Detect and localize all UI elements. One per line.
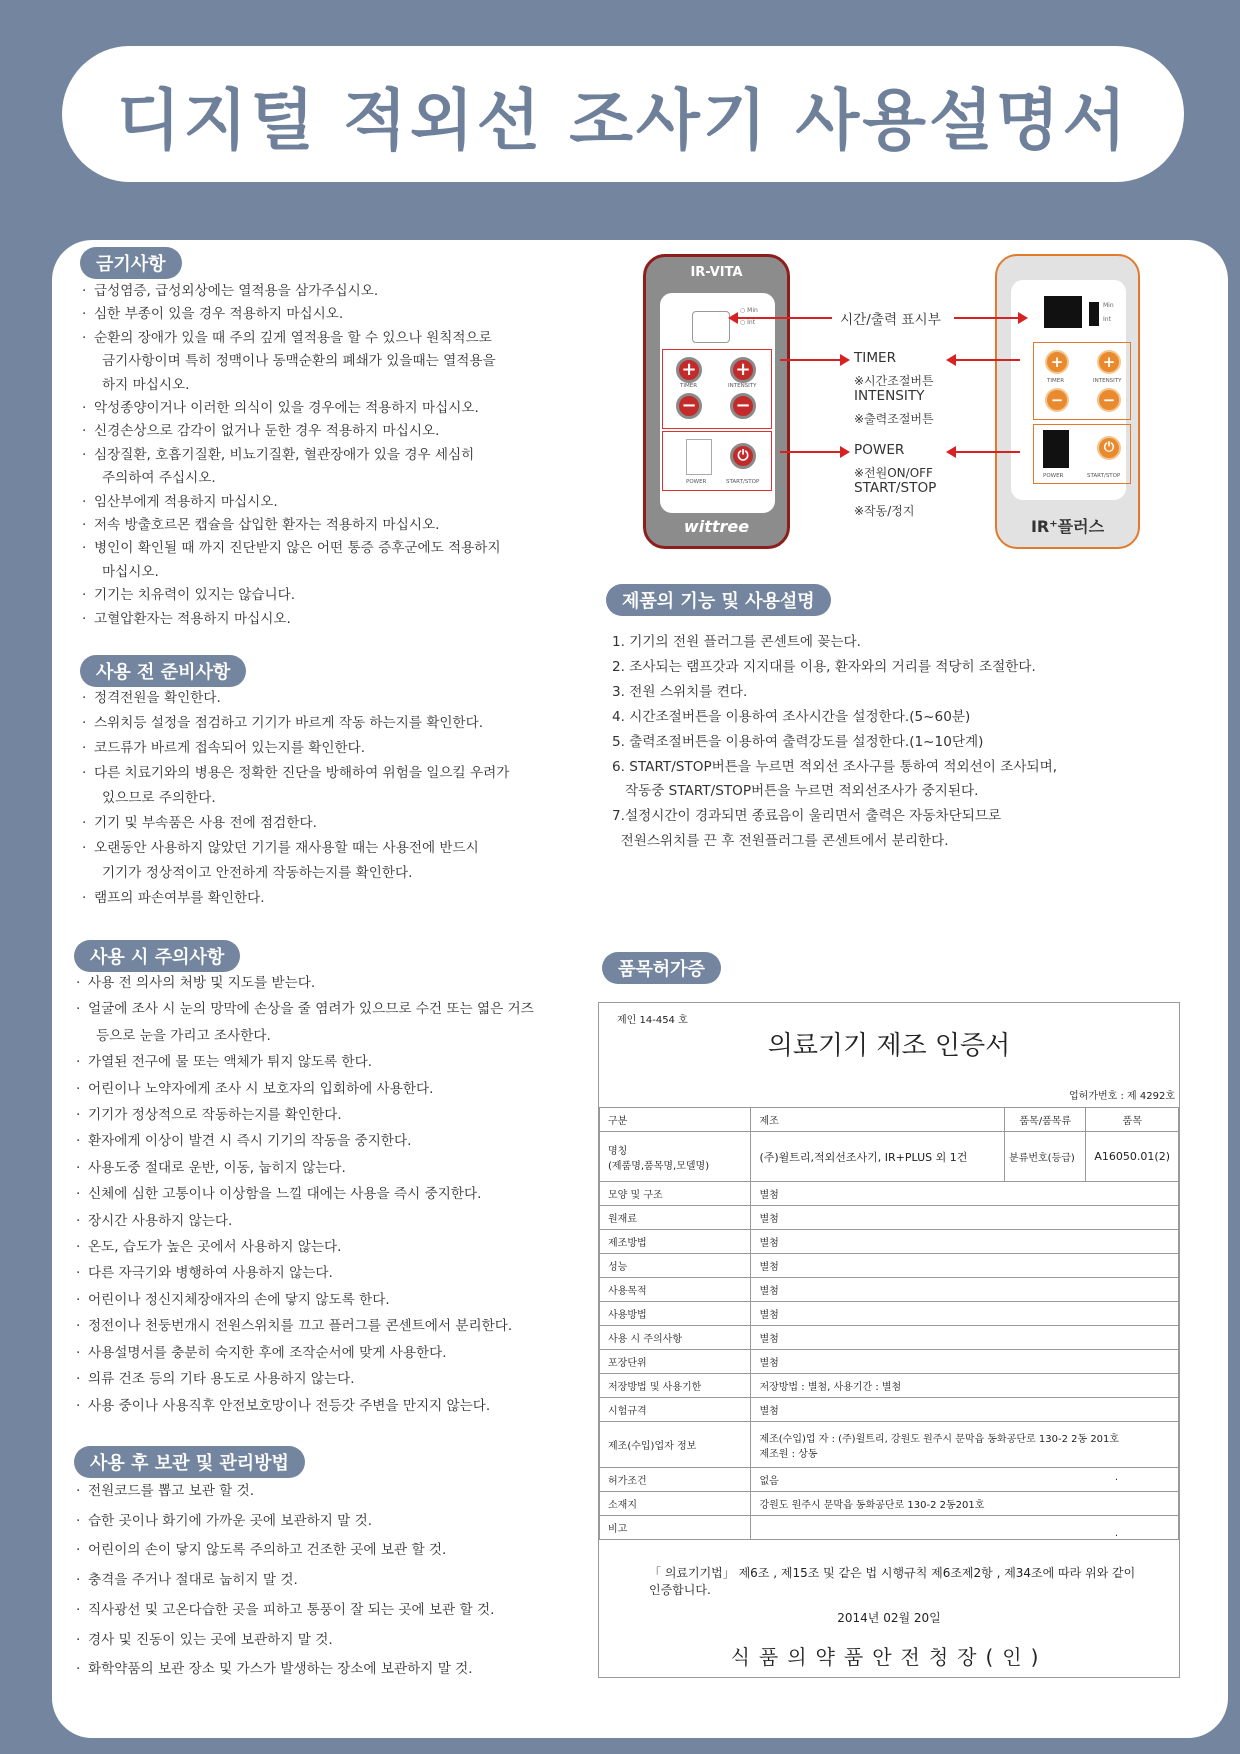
list-item: 마십시오. — [102, 563, 159, 580]
list-item: · 코드류가 바르게 접속되어 있는지를 확인한다. — [82, 736, 582, 761]
certificate — [598, 1002, 1180, 1678]
start-stop-label: START/STOP — [1087, 473, 1121, 479]
control-panel — [660, 293, 775, 513]
list-item: · 기기 및 부속품은 사용 전에 점검한다. — [82, 811, 582, 836]
functions-list — [612, 630, 1172, 854]
storage-list — [76, 1477, 586, 1685]
row-value — [751, 1302, 1179, 1326]
timer-minus-button[interactable]: − — [676, 393, 702, 419]
list-item: · 고혈압환자는 적용하지 마십시오. — [82, 608, 582, 631]
row-value-text: 별첨 — [759, 1190, 779, 1201]
list-item: · 경사 및 진동이 있는 곳에 보관하지 말 것. — [76, 1626, 586, 1656]
list-item: 주의하여 주십시오. — [102, 470, 216, 487]
start-stop-callout: START/STOP — [854, 480, 937, 496]
list-item: · 사용 전 의사의 처방 및 지도를 받는다. — [76, 970, 586, 996]
intensity-plus-button[interactable]: + — [730, 357, 756, 383]
int-label: Int — [1103, 316, 1111, 323]
list-item: · 사용설명서를 충분히 숙지한 후에 조작순서에 맞게 사용한다. — [76, 1340, 586, 1366]
int-indicator: ○ Int — [740, 319, 756, 326]
list-item: 하지 마십시오. — [102, 376, 190, 393]
name-label-2: (제품명,품목명,모델명) — [608, 1160, 710, 1172]
list-item: 7.설정시간이 경과되면 종료음이 울리면서 출력은 자동차단되므로 — [612, 808, 1002, 825]
list-item: 금기사항이며 특히 정맥이나 동맥순환의 폐쇄가 있을때는 열적용을 — [102, 353, 496, 370]
list-item: · 의류 건조 등의 기타 용도로 사용하지 않는다. — [76, 1366, 586, 1392]
row-label: 허가조건 — [600, 1468, 751, 1492]
row-value — [751, 1350, 1179, 1374]
table-row — [600, 1468, 1179, 1492]
display-arrow-left — [730, 317, 832, 319]
list-item: 등으로 눈을 가리고 조사한다. — [96, 1027, 271, 1044]
timer-minus-button[interactable]: − — [1045, 388, 1069, 412]
row-mark: . — [1114, 1472, 1118, 1483]
row-value-text: 별첨 — [759, 1334, 779, 1345]
class-label: 분류번호(등급) — [1005, 1132, 1086, 1182]
prohibitions-heading: 금기사항 — [80, 247, 182, 279]
table-row — [600, 1492, 1179, 1516]
table-row — [600, 1516, 1179, 1540]
row-value-text: 강원도 원주시 문막읍 동화공단로 130-2 2동201호 — [759, 1500, 985, 1511]
row-value-text: 별첨 — [759, 1238, 779, 1249]
list-item: 있으므로 주의한다. — [102, 790, 216, 806]
list-item: · 사용도중 절대로 운반, 이동, 눕히지 않는다. — [76, 1155, 586, 1181]
list-item: 2. 조사되는 램프갓과 지지대를 이용, 환자와의 거리를 적당히 조절한다. — [612, 658, 1036, 675]
row-value-text: 별첨 — [759, 1286, 779, 1297]
table-row — [600, 1254, 1179, 1278]
preparation-heading: 사용 전 준비사항 — [80, 655, 246, 687]
timer-arrow-left — [780, 359, 848, 361]
intensity-minus-button[interactable]: − — [1097, 388, 1121, 412]
display-indicator — [1089, 302, 1099, 326]
license-heading: 품목허가증 — [602, 952, 721, 984]
row-label: 원재료 — [600, 1206, 751, 1230]
row-label: 사용 시 주의사항 — [600, 1326, 751, 1350]
list-item: · 어린이의 손이 닿지 않도록 주의하고 건조한 곳에 보관 할 것. — [76, 1536, 586, 1566]
list-item: · 장시간 사용하지 않는다. — [76, 1208, 586, 1234]
list-item: · 환자에게 이상이 발견 시 즉시 기기의 작동을 중지한다. — [76, 1128, 586, 1154]
row-value — [751, 1254, 1179, 1278]
power-arrow-right — [948, 451, 1020, 453]
maker-line-1: 제조(수입)업 자 : (주)윌트리, 강원도 원주시 문막읍 동화공단로 130-2 2동 201호 — [759, 1433, 1120, 1445]
timer-note: ※시간조절버튼 — [854, 374, 934, 388]
header-cell: 품목/품목류 — [1005, 1108, 1086, 1132]
table-row — [600, 1350, 1179, 1374]
list-item: · 심장질환, 호흡기질환, 비뇨기질환, 혈관장애가 있을 경우 세심히 — [82, 444, 582, 467]
table-row — [600, 1206, 1179, 1230]
device-ir-vita — [643, 254, 790, 549]
row-value-text: 별첨 — [759, 1310, 779, 1321]
start-stop-note: ※작동/정지 — [854, 504, 915, 518]
list-item: 4. 시간조절버튼을 이용하여 조사시간을 설정한다.(5~60분) — [612, 708, 971, 725]
issuing-authority: 식품의약품안전청장(인) — [730, 1645, 1048, 1669]
list-item: · 화학약품의 보관 장소 및 가스가 발생하는 장소에 보관하지 말 것. — [76, 1655, 586, 1685]
list-item: · 병인이 확인될 때 까지 진단받지 않은 어떤 통증 증후군에도 적용하지 — [82, 537, 582, 560]
list-item: · 순환의 장애가 있을 때 주의 깊게 열적용을 할 수 있으나 원칙적으로 — [82, 327, 582, 350]
row-value-text: 없음 — [759, 1476, 779, 1487]
table-row — [600, 1230, 1179, 1254]
row-label: 제조(수입)업자 정보 — [600, 1422, 751, 1468]
list-item: · 스위치등 설정을 점검하고 기기가 바르게 작동 하는지를 확인한다. — [82, 711, 582, 736]
row-label: 시험규격 — [600, 1398, 751, 1422]
intensity-note: ※출력조절버튼 — [854, 412, 934, 426]
list-item: 전원스위치를 끈 후 전원플러그를 콘센트에서 분리한다. — [612, 833, 949, 850]
list-item: 기기가 정상적이고 안전하게 작동하는지를 확인한다. — [102, 865, 413, 881]
list-item: 5. 출력조절버튼을 이용하여 출력강도를 설정한다.(1~10단계) — [612, 733, 984, 750]
row-value — [751, 1468, 1179, 1492]
table-row — [600, 1278, 1179, 1302]
row-value — [751, 1230, 1179, 1254]
list-item: · 정전이나 천둥번개시 전원스위치를 끄고 플러그를 콘센트에서 분리한다. — [76, 1313, 586, 1339]
row-value — [751, 1516, 1179, 1540]
list-item: · 사용 중이나 사용직후 안전보호망이나 전등갓 주변을 만지지 않는다. — [76, 1393, 586, 1419]
row-label: 모양 및 구조 — [600, 1182, 751, 1206]
name-value: (주)윌트리,적외선조사기, IR+PLUS 외 1건 — [751, 1132, 1005, 1182]
list-item: · 악성종양이거나 이러한 의식이 있을 경우에는 적용하지 마십시오. — [82, 397, 582, 420]
power-switch[interactable] — [1043, 430, 1069, 468]
row-label: 소재지 — [600, 1492, 751, 1516]
maker-row — [600, 1422, 1179, 1468]
list-item: · 기기는 치유력이 있지는 않습니다. — [82, 584, 582, 607]
header-cell: 구분 — [600, 1108, 751, 1132]
list-item: · 다른 치료기와의 병용은 정확한 진단을 방해하여 위험을 일으킬 우려가 — [82, 761, 582, 786]
row-value — [751, 1326, 1179, 1350]
row-value-text: 별첨 — [759, 1214, 779, 1225]
min-indicator: ○ Min — [740, 307, 758, 314]
page-title: 디지털 적외선 조사기 사용설명서 — [116, 81, 1130, 159]
row-value — [751, 1492, 1179, 1516]
row-value — [751, 1422, 1179, 1468]
control-panel — [1011, 280, 1126, 500]
row-value-text: 별첨 — [759, 1358, 779, 1369]
name-label — [600, 1132, 751, 1182]
certificate-number: 제인 14-454 호 — [617, 1015, 688, 1026]
list-item: · 기기가 정상적으로 작동하는지를 확인한다. — [76, 1102, 586, 1128]
certificate-date: 2014년 02월 20일 — [837, 1611, 941, 1625]
list-item: 3. 전원 스위치를 켠다. — [612, 683, 748, 700]
timer-label: TIMER — [680, 383, 698, 389]
intensity-callout: INTENSITY — [854, 388, 925, 404]
list-item: · 충격을 주거나 절대로 눕히지 말 것. — [76, 1566, 586, 1596]
list-item: 6. START/STOP버튼을 누르면 적외선 조사구를 통하여 적외선이 조사되며, — [612, 758, 1058, 775]
cautions-heading: 사용 시 주의사항 — [74, 940, 240, 972]
min-label: Min — [1103, 302, 1114, 309]
certificate-statement: 「 의료기기법」 제6조 , 제15조 및 같은 법 시행규칙 제6조제2항 , 제34조에 따라 위와 같이 인증합니다. — [649, 1566, 1136, 1597]
header-cell: 품목 — [1086, 1108, 1179, 1132]
list-item: · 직사광선 및 고온다습한 곳을 피하고 통풍이 잘 되는 곳에 보관 할 것. — [76, 1596, 586, 1626]
list-item: · 정격전원을 확인한다. — [82, 686, 582, 711]
certificate-table — [599, 1107, 1179, 1540]
title-banner — [62, 46, 1184, 182]
list-item: · 임산부에게 적용하지 마십시오. — [82, 491, 582, 514]
power-arrow-left — [780, 451, 848, 453]
display-window — [1044, 296, 1082, 328]
header-cell: 제조 — [751, 1108, 1005, 1132]
row-value — [751, 1182, 1179, 1206]
list-item: 작동중 START/STOP버튼을 누르면 적외선조사가 중지된다. — [612, 783, 979, 800]
list-item: · 램프의 파손여부를 확인한다. — [82, 886, 582, 911]
table-row — [600, 1182, 1179, 1206]
row-label: 비고 — [600, 1516, 751, 1540]
row-value — [751, 1374, 1179, 1398]
functions-heading: 제품의 기능 및 사용설명 — [606, 584, 831, 616]
certificate-title: 의료기기 제조 인증서 — [767, 1031, 1011, 1061]
row-label: 사용방법 — [600, 1302, 751, 1326]
row-label: 제조방법 — [600, 1230, 751, 1254]
intensity-label: INTENSITY — [728, 383, 757, 389]
table-header-row — [600, 1108, 1179, 1132]
power-callout: POWER — [854, 442, 905, 458]
cautions-list — [76, 970, 586, 1419]
row-value — [751, 1398, 1179, 1422]
power-switch[interactable] — [686, 439, 712, 475]
list-item: · 어린이나 정신지체장애자의 손에 닿지 않도록 한다. — [76, 1287, 586, 1313]
list-item: · 어린이나 노약자에게 조사 시 보호자의 입회하에 사용한다. — [76, 1076, 586, 1102]
row-mark: . — [1114, 1527, 1118, 1539]
row-value-text: 별첨 — [759, 1262, 779, 1273]
list-item: · 얼굴에 조사 시 눈의 망막에 손상을 줄 염려가 있으므로 수건 또는 엷은 거즈 — [76, 996, 586, 1022]
display-callout: 시간/출력 표시부 — [840, 312, 941, 328]
start-stop-label: START/STOP — [726, 479, 760, 485]
brand-logo: IR⁺플러스 — [1030, 517, 1105, 536]
row-value-text: 별첨 — [759, 1406, 779, 1417]
table-row — [600, 1374, 1179, 1398]
intensity-minus-button[interactable]: − — [730, 393, 756, 419]
start-stop-button[interactable]: ⏻ — [1097, 436, 1121, 460]
storage-heading: 사용 후 보관 및 관리방법 — [74, 1446, 305, 1478]
power-note: ※전원ON/OFF — [854, 466, 933, 480]
list-item: · 신체에 심한 고통이나 이상함을 느낄 대에는 사용을 즉시 중지한다. — [76, 1181, 586, 1207]
list-item: · 다른 자극기와 병행하여 사용하지 않는다. — [76, 1260, 586, 1286]
table-row — [600, 1398, 1179, 1422]
row-label: 사용목적 — [600, 1278, 751, 1302]
row-label: 성능 — [600, 1254, 751, 1278]
maker-line-2: 제조원 : 상동 — [759, 1448, 818, 1460]
timer-arrow-right — [948, 359, 1020, 361]
row-value — [751, 1206, 1179, 1230]
prohibitions-list — [82, 280, 582, 631]
list-item: · 신경손상으로 감각이 없거나 둔한 경우 적용하지 마십시오. — [82, 420, 582, 443]
license-number: 업허가번호 : 제 4292호 — [1069, 1091, 1175, 1102]
table-row — [600, 1302, 1179, 1326]
timer-plus-button[interactable]: + — [1045, 350, 1069, 374]
name-label-1: 명칭 — [608, 1145, 628, 1157]
list-item: · 온도, 습도가 높은 곳에서 사용하지 않는다. — [76, 1234, 586, 1260]
brand-logo: wittree — [683, 517, 750, 536]
power-label: POWER — [1043, 473, 1064, 479]
row-value-text: 저장방법 : 별첨, 사용기간 : 별첨 — [759, 1382, 902, 1393]
list-item: · 가열된 전구에 물 또는 액체가 튀지 않도록 한다. — [76, 1049, 586, 1075]
power-label: POWER — [686, 479, 707, 485]
display-window — [692, 311, 730, 343]
list-item: · 습한 곳이나 화기에 가까운 곳에 보관하지 말 것. — [76, 1507, 586, 1537]
preparation-list — [82, 686, 582, 911]
timer-label: TIMER — [1047, 378, 1065, 384]
timer-plus-button[interactable]: + — [676, 357, 702, 383]
class-value: A16050.01(2) — [1086, 1132, 1179, 1182]
table-row — [600, 1326, 1179, 1350]
list-item: 1. 기기의 전원 플러그를 콘센트에 꽂는다. — [612, 634, 861, 650]
intensity-plus-button[interactable]: + — [1097, 350, 1121, 374]
device-ir-plus — [995, 254, 1140, 549]
list-item: · 심한 부종이 있을 경우 적용하지 마십시오. — [82, 303, 582, 326]
timer-callout: TIMER — [854, 350, 897, 366]
list-item: · 저속 방출호르몬 캡슐을 삽입한 환자는 적용하지 마십시오. — [82, 514, 582, 537]
device-name: IR-VITA — [690, 265, 743, 280]
display-arrow-right — [954, 317, 1026, 319]
name-row — [600, 1132, 1179, 1182]
list-item: · 전원코드를 뽑고 보관 할 것. — [76, 1477, 586, 1507]
start-stop-button[interactable]: ⏻ — [730, 443, 756, 469]
row-value — [751, 1278, 1179, 1302]
list-item: · 오랜동안 사용하지 않았던 기기를 재사용할 때는 사용전에 반드시 — [82, 836, 582, 861]
row-label: 저장방법 및 사용기한 — [600, 1374, 751, 1398]
intensity-label: INTENSITY — [1093, 378, 1122, 384]
list-item: · 급성염증, 급성외상에는 열적용을 삼가주십시오. — [82, 280, 582, 303]
row-label: 포장단위 — [600, 1350, 751, 1374]
